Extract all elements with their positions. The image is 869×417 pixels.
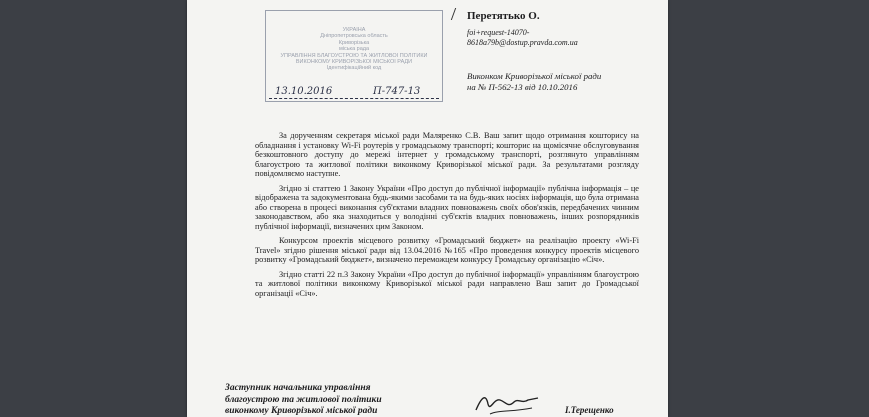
- body-paragraph: Згідно зі статтею 1 Закону України «Про доступ до публічної інформації» публічна інформація – це відображена та задокументована будь-якими засобами та на будь-яких носіях інформація, що була отримана або створена в процесі виконання суб'єктами владних повноважень своїх обов'язків, передбачених чинним законодавством, або яка знаходиться у володінні суб'єктів владних повноважень, інших розпорядників публічної інформації, визначених цим Законом.: [255, 183, 639, 231]
- addressee-email: foi+request-14070-8618a79b@dostup.pravda.com.ua: [467, 28, 578, 47]
- stamp-line: Криворізька: [338, 39, 370, 46]
- reference-line: Виконком Криворізької міської ради: [467, 71, 602, 81]
- stamp-line: Ідентифікаційний код: [326, 65, 382, 72]
- signatory-title-line: Заступник начальника управління: [225, 383, 371, 393]
- letter-body: [255, 131, 639, 303]
- reference-line: на № П-562-13 від 10.10.2016: [467, 82, 578, 92]
- signatory-title-line: виконкому Криворізької міської ради: [225, 406, 378, 416]
- stamp-rule: [269, 98, 439, 99]
- letter-page: [187, 0, 668, 417]
- stamp-number: П-747-13: [373, 86, 421, 97]
- signatory-title: [225, 383, 425, 417]
- stamp-handwritten-fields: [269, 84, 439, 98]
- signatory-name: І.Терещенко: [565, 405, 614, 415]
- stamp-line: ВИКОНКОМУ КРИВОРІЗЬКОЇ МІСЬКОЇ РАДИ: [295, 59, 413, 66]
- stamp-line: УПРАВЛІННЯ БЛАГОУСТРОЮ ТА ЖИТЛОВОЇ ПОЛІТИКИ: [280, 52, 428, 59]
- body-paragraph: Згідно статті 22 п.3 Закону України «Про доступ до публічної інформації» управлінням благоустрою та житлової політики виконкому Криворізької міської ради направлено Ваш запит до Громадської організації «Січ».: [255, 269, 639, 298]
- body-paragraph: За дорученням секретаря міської ради Маляренко С.В. Ваш запит щодо отримання кошторису на обладнання і установку Wi-Fi роутерів у громадському транспорті; кошторис на щомісячне обслуговування безкоштовного доступу до мережі інтернет у громадському транспорті, розглянуто управлінням благоустрою та житлової політики виконкому Криворізької міської ради. За результатами розгляду повідомляємо наступне.: [255, 131, 639, 178]
- addressee-name: Перетятько О.: [467, 10, 540, 22]
- signatory-title-line: благоустрою та житлової політики: [225, 394, 382, 405]
- stamp-date: 13.10.2016: [275, 86, 333, 97]
- body-paragraph: Конкурсом проектів місцевого розвитку «Громадський бюджет» на реалізацію проекту «Wi-Fi Travel» згідно рішення міської ради від 13.04.2016 №165 «Про проведення конкурсу проектів місцевого розвитку «Громадський бюджет», визначено переможцем конкурсу Громадську організацію «Січ».: [255, 236, 639, 264]
- stamp-line: УКРАЇНА: [342, 27, 366, 33]
- stamp-line: міська рада: [338, 46, 370, 53]
- handwritten-signature: [472, 388, 542, 417]
- reference-block: [467, 71, 667, 93]
- stamp-line: Дніпропетровська область: [320, 33, 388, 40]
- addressee-bracket: [451, 8, 466, 20]
